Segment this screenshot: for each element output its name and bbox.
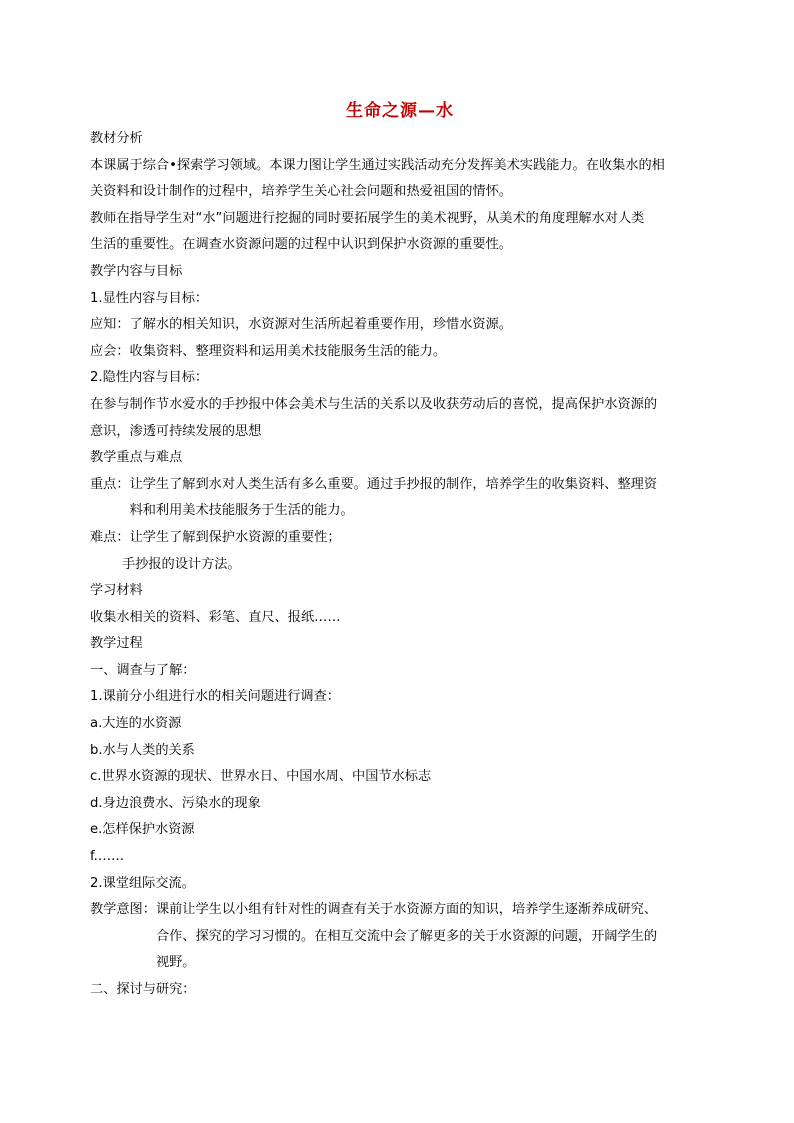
survey-item: f.…… xyxy=(90,849,125,865)
difficulty-block xyxy=(90,525,710,552)
analysis-heading: 教材分析 xyxy=(90,131,143,146)
difficulty-line-2: 手抄报的设计方法。 xyxy=(122,556,241,572)
step-one-heading: 一、调查与了解： xyxy=(90,662,196,678)
key-point-label: 重点： xyxy=(90,476,130,492)
implicit-goals-heading: 2.隐性内容与目标： xyxy=(90,370,209,386)
exchange-heading: 2.课堂组际交流。 xyxy=(90,875,195,891)
materials-heading: 学习材料 xyxy=(90,583,143,599)
implicit-goal-line-1: 在参与制作节水爱水的手抄报中体会美术与生活的关系以及收获劳动后的喜悦，提高保护水资源的 xyxy=(90,396,658,412)
difficulty-line-1: 让学生了解到保护水资源的重要性； xyxy=(129,529,341,545)
key-point-line-2: 料和利用美术技能服务于生活的能力。 xyxy=(129,503,354,519)
skill-goal: 应会：收集资料、整理资料和运用美术技能服务生活的能力。 xyxy=(90,343,447,359)
analysis-paragraph-2-line-2: 生活的重要性。在调查水资源问题的过程中认识到保护水资源的重要性。 xyxy=(90,237,512,253)
analysis-paragraph-1-line-1: 本课属于综合•探索学习领域。本课力图让学生通过实践活动充分发挥美术实践能力。在收集水的相 xyxy=(90,157,665,173)
intent-line-3: 视野。 xyxy=(155,955,196,971)
intent-body xyxy=(156,897,710,977)
analysis-paragraph-1-line-2: 关资料和设计制作的过程中，培养学生关心社会问题和热爱祖国的情怀。 xyxy=(90,184,512,200)
materials-list: 收集水相关的资料、彩笔、直尺、报纸…… xyxy=(90,609,341,625)
key-point-block xyxy=(90,472,710,525)
key-point-body xyxy=(130,472,710,525)
intent-block xyxy=(90,897,710,977)
step-two-heading: 二、探讨与研究： xyxy=(90,982,196,997)
difficulty-body xyxy=(130,525,710,552)
difficulty-label: 难点： xyxy=(90,529,130,545)
survey-item: d.身边浪费水、污染水的现象 xyxy=(90,795,261,811)
intent-line-2: 合作、探究的学习习惯的。在相互交流中会了解更多的关于水资源的问题，开阔学生的 xyxy=(155,928,658,944)
survey-item: a.大连的水资源 xyxy=(90,716,182,732)
implicit-goal-line-2: 意识，渗透可持续发展的思想 xyxy=(90,423,262,439)
survey-item: e.怎样保护水资源 xyxy=(90,822,195,838)
survey-item: b.水与人类的关系 xyxy=(90,742,195,758)
document-title: 生命之源—水 xyxy=(346,101,454,121)
key-points-heading: 教学重点与难点 xyxy=(90,450,183,466)
intent-line-1: 课前让学生以小组有针对性的调查有关于水资源方面的知识，培养学生逐渐养成研究、 xyxy=(155,902,658,918)
process-heading: 教学过程 xyxy=(90,636,143,652)
survey-heading: 1.课前分小组进行水的相关问题进行调查： xyxy=(90,689,340,705)
document-page xyxy=(90,98,710,1004)
goals-heading: 教学内容与目标 xyxy=(90,263,183,279)
know-goal: 应知：了解水的相关知识，水资源对生活所起着重要作用，珍惜水资源。 xyxy=(90,317,512,333)
explicit-goals-heading: 1.显性内容与目标： xyxy=(90,290,209,306)
intent-label: 教学意图： xyxy=(90,902,156,918)
analysis-paragraph-2-line-1: 教师在指导学生对“水”问题进行挖掘的同时要拓展学生的美术视野，从美术的角度理解水对人类 xyxy=(90,210,645,226)
survey-item: c.世界水资源的现状、世界水日、中国水周、中国节水标志 xyxy=(90,769,432,785)
key-point-line-1: 让学生了解到水对人类生活有多么重要。通过手抄报的制作，培养学生的收集资料、整理资 xyxy=(129,476,658,492)
